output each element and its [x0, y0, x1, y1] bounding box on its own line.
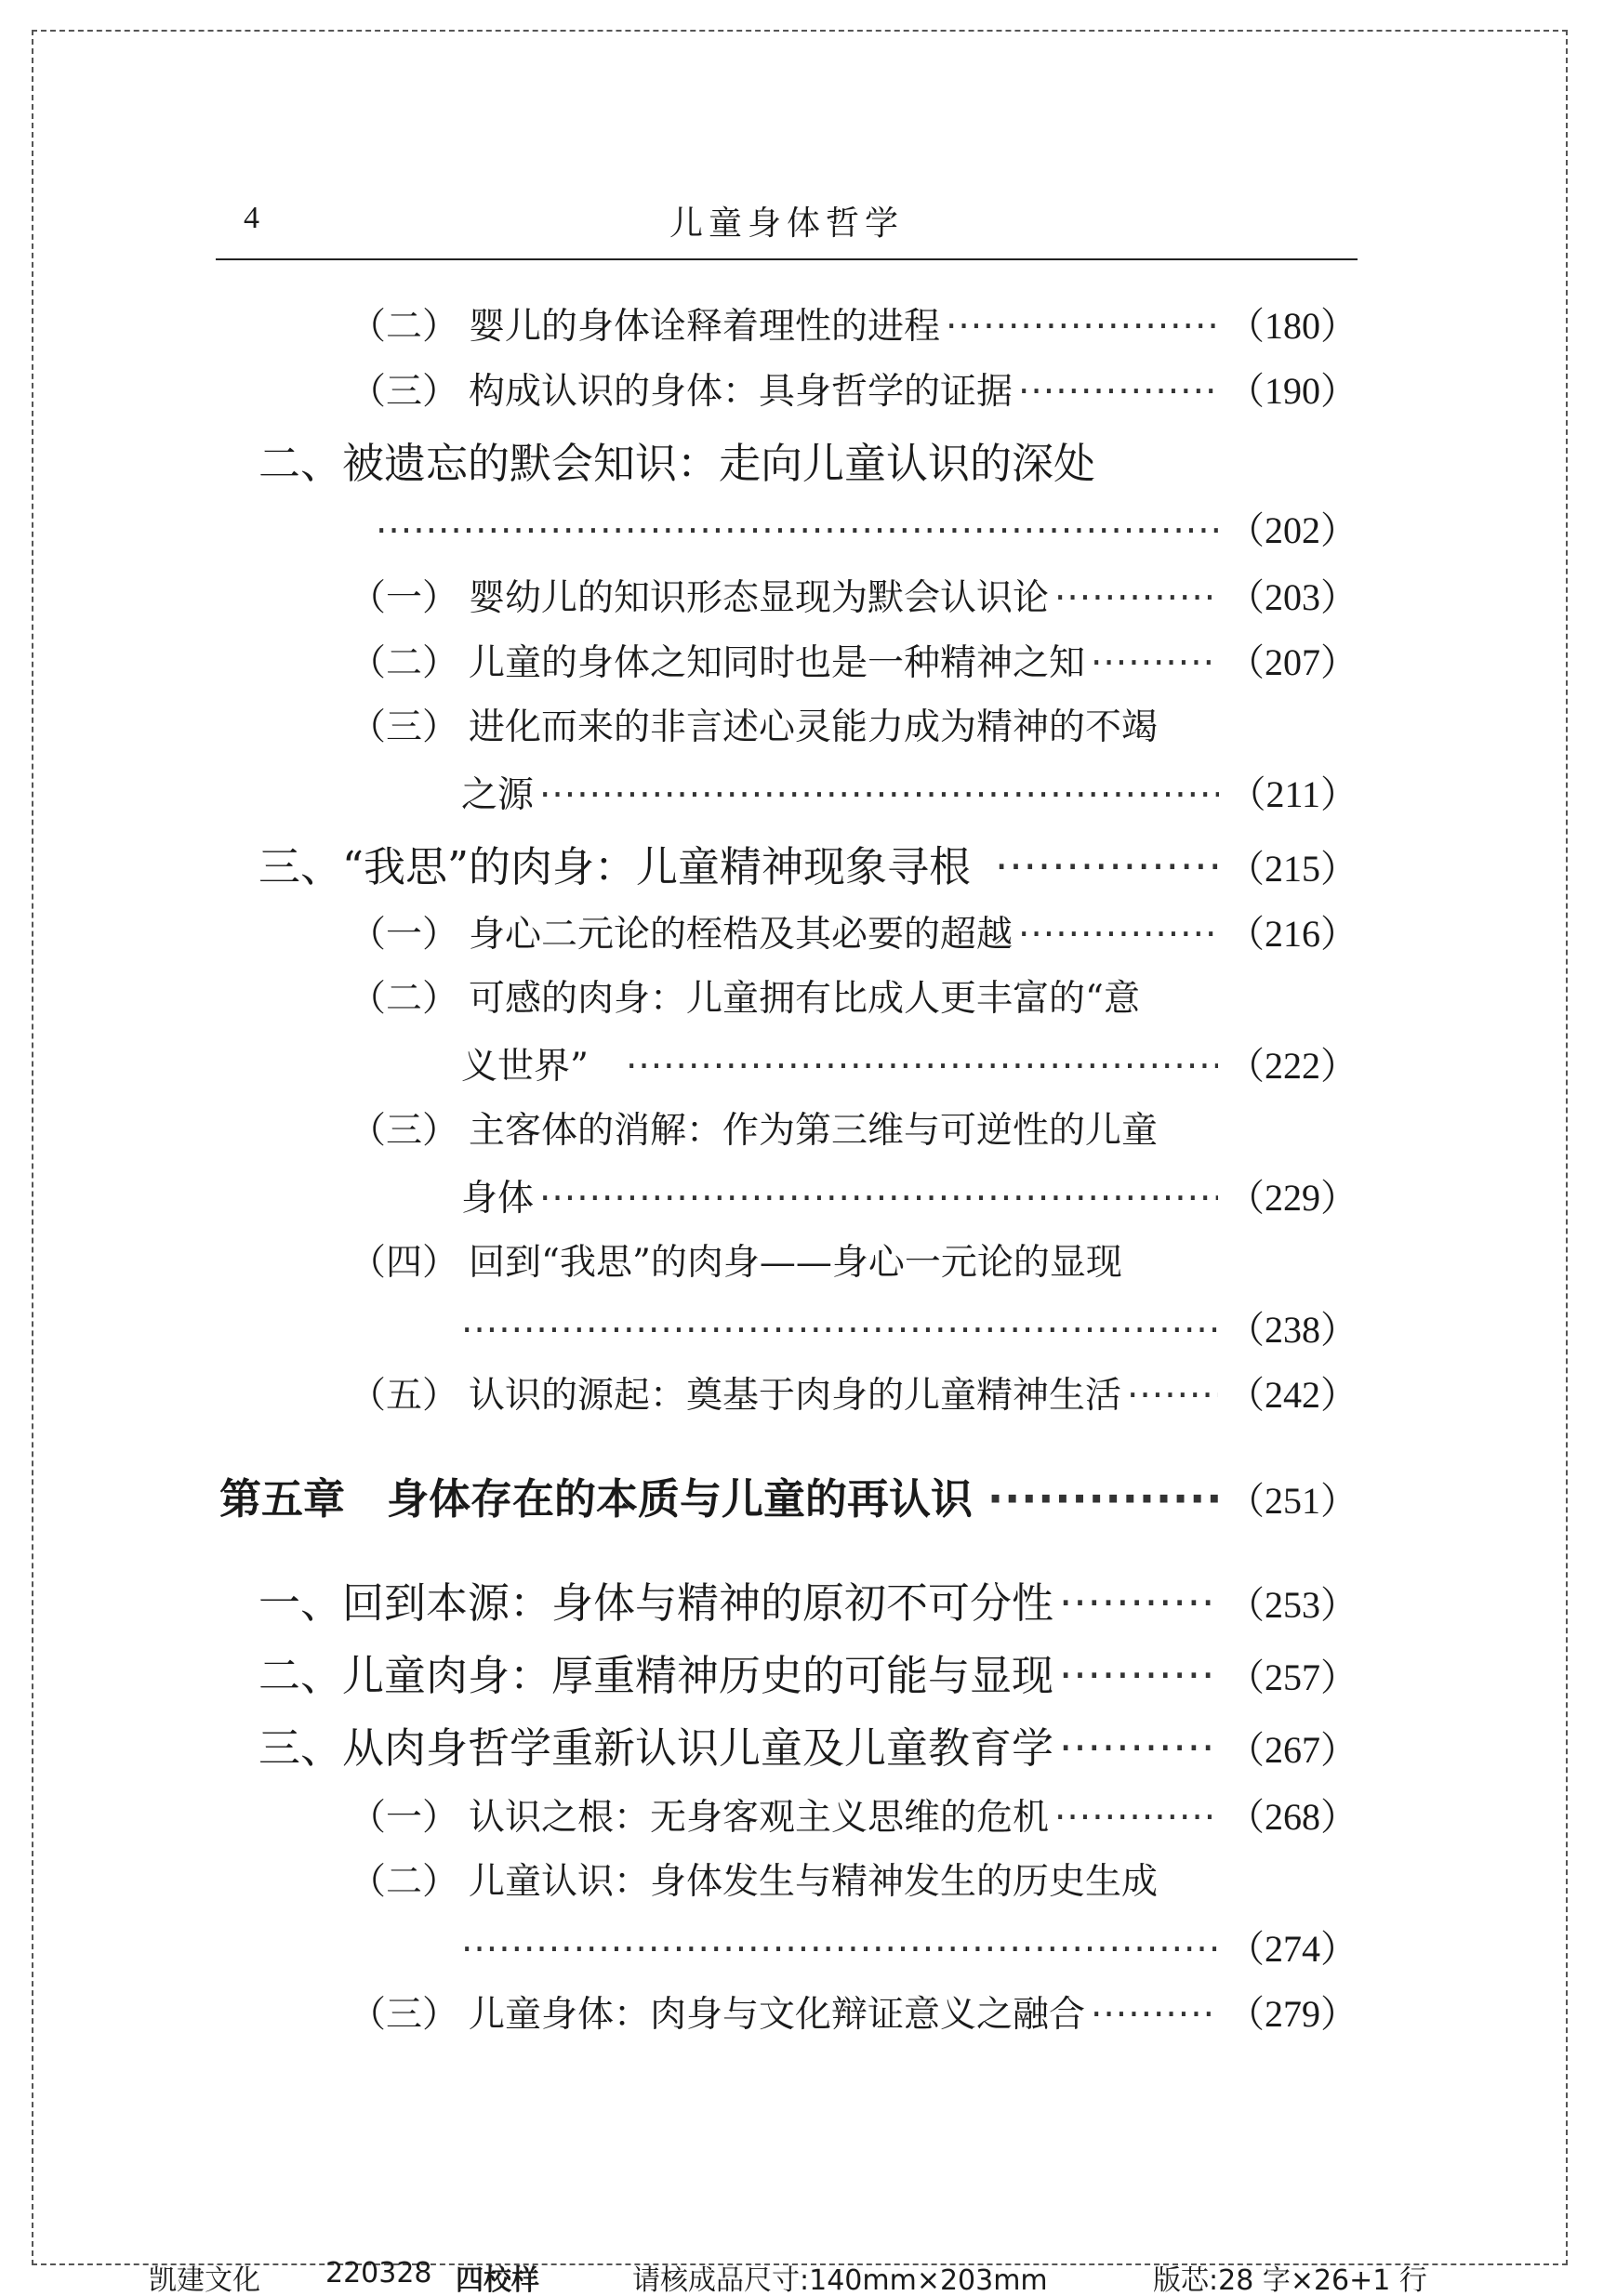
leader-dots — [539, 1170, 1218, 1227]
toc-entry-title: 二、儿童肉身：厚重精神历史的可能与显现 — [258, 1651, 1054, 1700]
toc-entry[interactable] — [350, 1366, 1358, 1424]
toc-entry[interactable] — [350, 1854, 1358, 1911]
toc-entry-number: （三） — [350, 1110, 459, 1152]
layout-note: 版芯:28 字×26+1 行 — [1153, 2264, 1427, 2296]
toc-entry-number: （三） — [350, 1994, 459, 2036]
toc-section-entry[interactable] — [258, 1571, 1358, 1636]
toc-entry-title: 认识的源起：奠基于肉身的儿童精神生活 — [469, 1375, 1122, 1417]
toc-entry-title: 可感的肉身：儿童拥有比成人更丰富的“意 — [469, 978, 1140, 1020]
leader-dots — [995, 835, 1218, 900]
toc-section-title[interactable] — [258, 431, 1358, 496]
toc-entry-page: （207） — [1227, 641, 1358, 683]
toc-entry[interactable] — [350, 569, 1358, 627]
toc-entry[interactable] — [350, 699, 1358, 757]
toc-entry-title: 回到“我思”的肉身——身心一元论的显现 — [469, 1242, 1122, 1284]
toc-entry-title: 儿童身体：肉身与文化辩证意义之融合 — [469, 1994, 1086, 2036]
leader-dots — [1059, 1716, 1218, 1781]
toc-entry-page: （267） — [1227, 1729, 1358, 1771]
toc-entry-page: （216） — [1227, 913, 1358, 955]
toc-entry-number: （二） — [350, 306, 459, 348]
toc-entry-page: （203） — [1227, 576, 1358, 618]
toc-entry-number: （四） — [350, 1242, 459, 1284]
toc-entry-continuation[interactable] — [461, 1037, 1358, 1095]
toc-entry-number: （三） — [350, 371, 459, 413]
toc-entry-title: 身心二元论的桎梏及其必要的超越 — [469, 914, 1013, 956]
toc-entry-page: （202） — [1227, 509, 1358, 551]
toc-entry-page: （211） — [1228, 773, 1358, 815]
publisher-name: 凯建文化 — [149, 2264, 260, 2296]
leader-dots — [1059, 1571, 1218, 1636]
toc-entry-number: （一） — [350, 577, 459, 619]
leader-dots — [1127, 1367, 1218, 1424]
toc-entry-page: （268） — [1227, 1796, 1358, 1838]
leader-dots — [1059, 1643, 1218, 1709]
toc-entry-title: 三、从肉身哲学重新认识儿童及儿童教育学 — [258, 1723, 1054, 1773]
toc-entry-number: （二） — [350, 642, 459, 684]
toc-entry-continuation[interactable] — [461, 1169, 1358, 1227]
toc-entry-continuation[interactable] — [461, 1920, 1358, 1978]
toc-entry-number: （二） — [350, 1861, 459, 1903]
toc-entry-page: （279） — [1227, 1993, 1358, 2035]
toc-entry[interactable] — [350, 905, 1358, 963]
toc-entry-number: （五） — [350, 1375, 459, 1417]
toc-entry-continuation[interactable] — [461, 766, 1358, 824]
toc-section-entry[interactable] — [258, 1716, 1358, 1781]
toc-entry[interactable] — [350, 1788, 1358, 1846]
toc-entry-title: 主客体的消解：作为第三维与可逆性的儿童 — [469, 1110, 1159, 1152]
toc-entry-page: （253） — [1227, 1584, 1358, 1626]
chapter-label: 第五章 — [219, 1474, 346, 1524]
leader-dots — [1091, 635, 1218, 692]
toc-section-entry[interactable] — [258, 835, 1358, 900]
toc-entry-title-continued: 身体 — [461, 1178, 535, 1220]
toc-entry-page: （242） — [1227, 1374, 1358, 1416]
toc-entry-page: （180） — [1227, 305, 1358, 347]
toc-entry-page: （257） — [1227, 1656, 1358, 1698]
toc-entry-page: （238） — [1227, 1309, 1358, 1351]
proof-code: 220328 — [325, 2257, 432, 2289]
toc-entry[interactable] — [350, 363, 1358, 420]
toc-entry[interactable] — [350, 634, 1358, 692]
toc-entry[interactable] — [350, 1986, 1358, 2043]
leader-dots — [1018, 906, 1218, 963]
leader-dots — [1018, 363, 1218, 420]
toc-entry-page: （215） — [1227, 848, 1358, 890]
toc-entry-title: 婴儿的身体诠释着理性的进程 — [469, 306, 941, 348]
toc-entry-continuation[interactable] — [461, 1301, 1358, 1359]
page-number: 4 — [244, 201, 259, 235]
toc-entry-continuation[interactable] — [376, 502, 1358, 560]
leader-dots — [1054, 570, 1218, 627]
toc-entry-title: 进化而来的非言述心灵能力成为精神的不竭 — [469, 706, 1159, 748]
toc-entry-title: 二、被遗忘的默会知识：走向儿童认识的深处 — [258, 439, 1096, 488]
leader-dots — [539, 767, 1219, 824]
toc-entry-page: （229） — [1227, 1177, 1358, 1219]
toc-entry-title: 婴幼儿的知识形态显现为默会认识论 — [469, 577, 1050, 619]
running-title: 儿童身体哲学 — [669, 205, 904, 243]
leader-dots — [376, 503, 1218, 560]
toc-entry-page: （251） — [1227, 1480, 1358, 1522]
toc-entry-number: （一） — [350, 914, 459, 956]
toc-entry-page: （274） — [1227, 1928, 1358, 1970]
toc-entry-title: 一、回到本源：身体与精神的原初不可分性 — [258, 1578, 1054, 1628]
leader-dots — [987, 1467, 1218, 1532]
toc-entry[interactable] — [350, 297, 1358, 355]
proof-footer — [139, 2255, 1460, 2296]
toc-entry-page: （190） — [1227, 370, 1358, 412]
toc-entry-number: （二） — [350, 978, 459, 1020]
proof-stage: 四校样 — [456, 2264, 539, 2296]
toc-entry[interactable] — [350, 970, 1358, 1028]
toc-entry-page: （222） — [1227, 1045, 1358, 1087]
toc-entry-title: 儿童认识：身体发生与精神发生的历史生成 — [469, 1861, 1159, 1903]
leader-dots — [1054, 1789, 1218, 1846]
toc-chapter-entry[interactable] — [219, 1467, 1358, 1532]
toc-entry[interactable] — [350, 1234, 1358, 1292]
toc-entry-title-continued: 义世界” — [461, 1046, 589, 1088]
leader-dots — [461, 1921, 1218, 1978]
leader-dots — [461, 1302, 1218, 1359]
toc-entry-number: （一） — [350, 1797, 459, 1839]
toc-section-entry[interactable] — [258, 1643, 1358, 1709]
toc-entry-title: 三、“我思”的肉身：儿童精神现象寻根 — [258, 842, 972, 891]
toc-entry-title: 儿童的身体之知同时也是一种精神之知 — [469, 642, 1086, 684]
toc-entry-title: 构成认识的身体：具身哲学的证据 — [469, 371, 1013, 413]
toc-entry-title: 认识之根：无身客观主义思维的危机 — [469, 1797, 1050, 1839]
toc-entry[interactable] — [350, 1102, 1358, 1160]
leader-dots — [946, 298, 1218, 355]
leader-dots — [1091, 1986, 1218, 2043]
size-note: 请核成品尺寸:140mm×203mm — [632, 2264, 1048, 2296]
leader-dots — [626, 1038, 1218, 1095]
chapter-title: 身体存在的本质与儿童的再认识 — [387, 1474, 974, 1524]
toc-entry-number: （三） — [350, 706, 459, 748]
toc-entry-title-continued: 之源 — [461, 774, 535, 816]
